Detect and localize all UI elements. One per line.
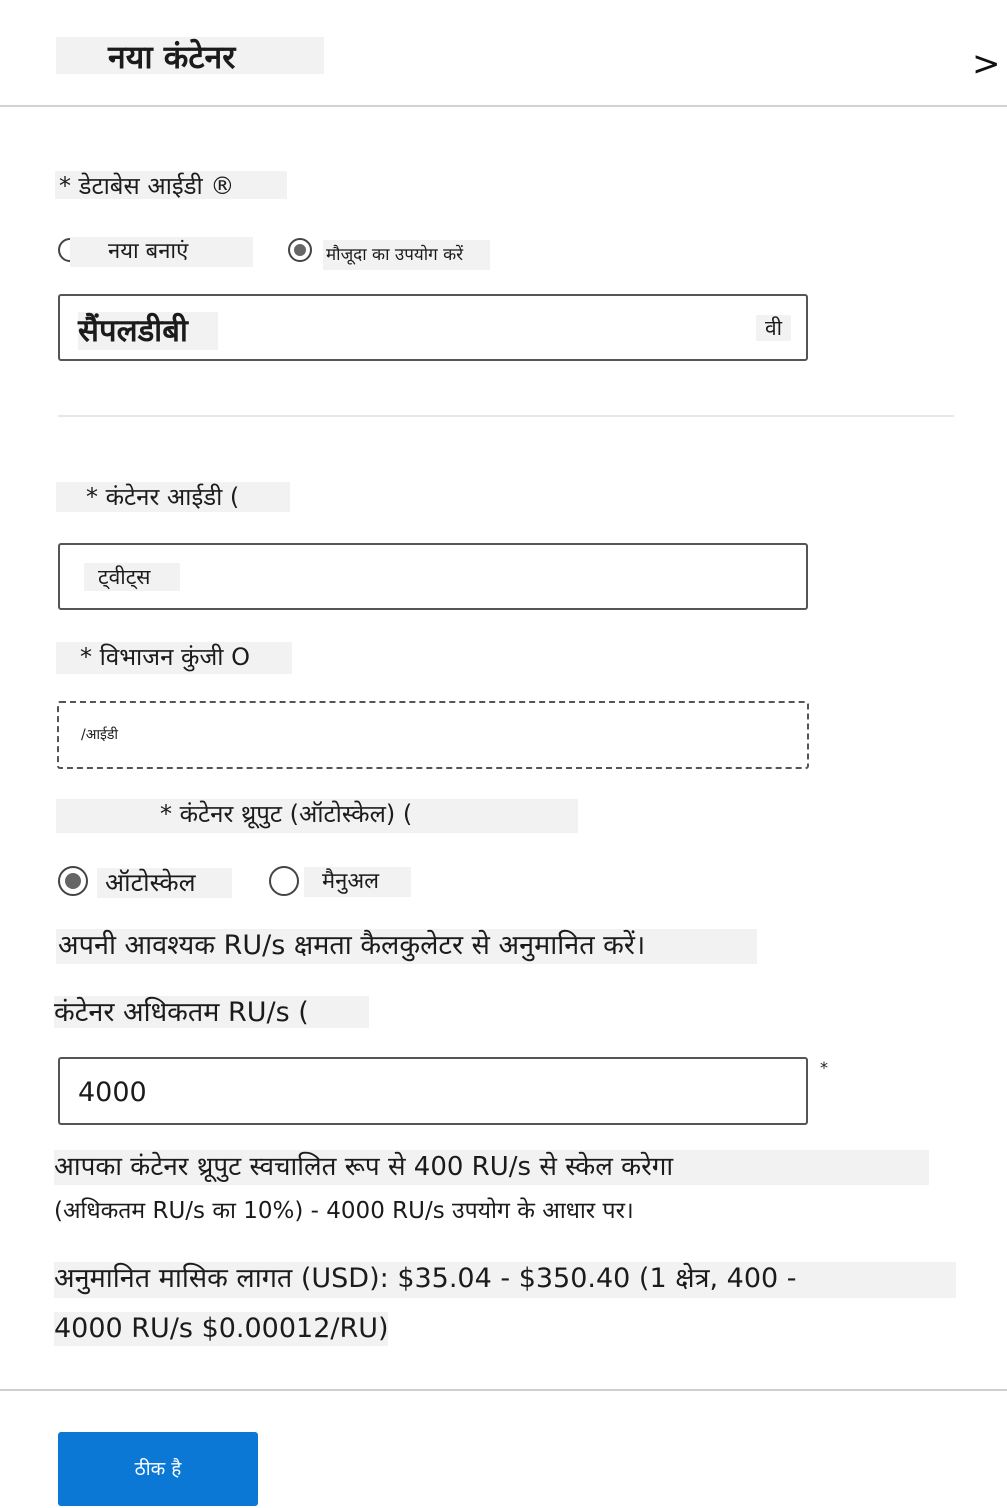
database-select[interactable] [58,294,808,361]
radio-use-existing[interactable] [288,238,312,262]
container-id-label: * कंटेनर आईडी ( [56,482,290,512]
footer-divider [0,1389,1007,1391]
container-id-value: ट्वीट्स [84,563,180,591]
max-ru-value: 4000 [78,1077,147,1108]
radio-manual-label: मैनुअल [304,867,411,897]
capacity-calculator-link[interactable]: अपनी आवश्यक RU/s क्षमता कैलकुलेटर से अनुमानित करें। [56,929,757,964]
required-mark: * [820,1058,828,1077]
partition-key-value: /आईडी [81,727,119,743]
database-select-value: सैंपलडीबी [78,312,218,350]
close-icon[interactable]: > [972,44,1001,84]
estimated-cost-line1: अनुमानित मासिक लागत (USD): $35.04 - $350.40 (1 क्षेत्र, 400 - [54,1262,956,1298]
radio-create-new-label: नया बनाएं [70,237,253,267]
radio-use-existing-label: मौजूदा का उपयोग करें [323,240,490,270]
container-id-input[interactable] [58,543,808,610]
ok-button[interactable]: ठीक है [58,1432,258,1506]
chevron-down-icon[interactable]: वी [756,315,791,341]
autoscale-info-line1: आपका कंटेनर थ्रूपुट स्वचालित रूप से 400 RU/s से स्केल करेगा [54,1150,929,1185]
panel-title: नया कंटेनर [56,37,324,74]
throughput-label: * कंटेनर थ्रूपुट (ऑटोस्केल) ( [56,799,578,833]
autoscale-info-line2: (अधिकतम RU/s का 10%) - 4000 RU/s उपयोग के आधार पर। [54,1198,634,1224]
partition-key-label: * विभाजन कुंजी O [56,642,292,674]
max-ru-input[interactable] [58,1057,808,1125]
radio-autoscale-label: ऑटोस्केल [97,868,232,898]
partition-key-input[interactable] [57,701,809,769]
database-id-label: * डेटाबेस आईडी ® [55,171,287,199]
section-divider [58,415,954,417]
max-ru-label: कंटेनर अधिकतम RU/s ( [54,996,369,1028]
radio-manual[interactable] [269,866,299,896]
radio-autoscale[interactable] [58,866,88,896]
estimated-cost-line2: 4000 RU/s $0.00012/RU) [54,1313,389,1344]
